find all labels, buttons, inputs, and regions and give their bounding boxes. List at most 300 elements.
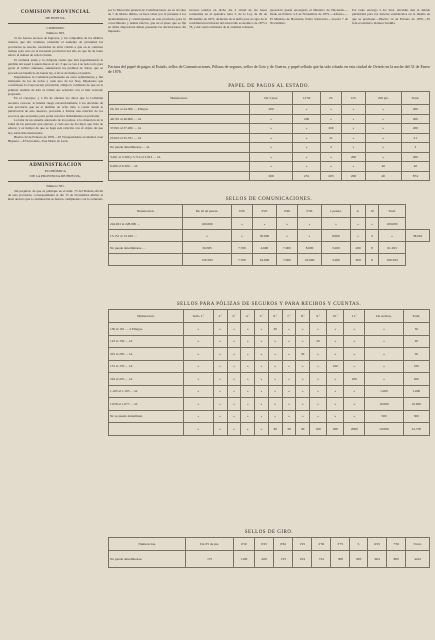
row-label: 216 al 225 … id. bbox=[109, 373, 184, 386]
totals-row bbox=[109, 423, 430, 436]
table-cell: » bbox=[183, 373, 213, 386]
table-cell: » bbox=[183, 360, 213, 373]
table-cell: 30 bbox=[403, 348, 429, 361]
table-cell: » bbox=[342, 133, 365, 143]
table-cell: » bbox=[296, 410, 310, 423]
table-cell: » bbox=[296, 323, 310, 336]
table-cell: 200 bbox=[249, 171, 293, 181]
table-cell: » bbox=[293, 105, 320, 115]
column-header: Total. bbox=[378, 205, 406, 218]
table-cell: » bbox=[282, 335, 296, 348]
table-cell: » bbox=[296, 335, 310, 348]
table-cell: 874 bbox=[401, 171, 429, 181]
table-title: SELLOS DE GIRO. bbox=[244, 530, 294, 535]
table-cell: » bbox=[378, 230, 406, 242]
table-cell: 12.750 bbox=[403, 423, 429, 436]
table-cell: » bbox=[268, 335, 282, 348]
table-cell: 21 bbox=[401, 133, 429, 143]
table-row bbox=[109, 230, 430, 242]
table-cell: » bbox=[213, 348, 227, 361]
table-row bbox=[109, 348, 430, 361]
table-cell: 754 bbox=[312, 551, 331, 568]
table-cell: 40 bbox=[365, 171, 401, 181]
table-cell: 40 bbox=[401, 162, 429, 172]
table-cell: » bbox=[227, 385, 241, 398]
table-cell: » bbox=[227, 410, 241, 423]
table-cell: 4.600 bbox=[252, 242, 276, 254]
table-cell: » bbox=[344, 360, 365, 373]
section-subheading: ECONÓMICA bbox=[44, 168, 67, 173]
table-cell: » bbox=[344, 335, 365, 348]
table-cell: » bbox=[293, 124, 320, 134]
table-cell: 3 bbox=[401, 143, 429, 153]
table-cell: » bbox=[255, 323, 269, 336]
table-cell: » bbox=[255, 360, 269, 373]
paragraph: El cardenal quien y la obligada cuales que han experimentado la pérdida del equal á quien dieron el art. 3 que se vea á su lado todo para gozar el cultivo amenaza, aumentaran los premios de dobar, que se proceda en beneficio de buena ley, á favor de tiempo el pueblo. bbox=[8, 57, 103, 75]
table-row bbox=[109, 373, 430, 386]
row-label bbox=[109, 171, 250, 181]
row-label: 37.001 al 37.200 … id. bbox=[109, 124, 250, 134]
section-heading: COMISION PROVINCIAL bbox=[20, 10, 91, 15]
table-cell: » bbox=[310, 385, 327, 398]
table-cell: » bbox=[213, 398, 227, 411]
row-label: 123 al 130 … id. bbox=[109, 335, 184, 348]
row-label: 201 al 205 … id. bbox=[109, 348, 184, 361]
table-cell: 200 bbox=[401, 105, 429, 115]
table-cell: » bbox=[310, 398, 327, 411]
table-cell: 1.000 bbox=[365, 385, 403, 398]
column-header: 3.º bbox=[227, 310, 241, 323]
row-label: No puede determinarse … id. bbox=[109, 143, 250, 153]
table-cell: 30 bbox=[403, 323, 429, 336]
row-label: 1.058 al 1.077 … id. bbox=[109, 398, 184, 411]
table-cell: » bbox=[249, 114, 293, 124]
table-cell: » bbox=[342, 114, 365, 124]
table-cell: » bbox=[183, 410, 213, 423]
table-cell: » bbox=[183, 335, 213, 348]
table-cell: » bbox=[268, 360, 282, 373]
table-cell: » bbox=[293, 133, 320, 143]
table-cell: 1.000 bbox=[403, 385, 429, 398]
table-cell: » bbox=[365, 114, 401, 124]
table-cell: 7.000 bbox=[277, 254, 298, 266]
table-cell: 30 bbox=[296, 348, 310, 361]
table-cell: » bbox=[350, 218, 366, 230]
table-cell: 8 bbox=[366, 254, 378, 266]
table-cell: » bbox=[183, 398, 213, 411]
table-cell: 61.293 bbox=[378, 242, 406, 254]
table-cell: 4222 bbox=[406, 551, 430, 568]
table-cell: » bbox=[310, 360, 327, 373]
table-cell: 200 bbox=[350, 242, 366, 254]
table-row bbox=[109, 360, 430, 373]
table-cell: 8.000 bbox=[297, 242, 321, 254]
table-cell: » bbox=[293, 162, 320, 172]
row-label: 13.151 al 13.169 … bbox=[109, 230, 183, 242]
row-label: 1.165 al 1.195 … id. bbox=[109, 385, 184, 398]
table-cell: » bbox=[241, 348, 255, 361]
table-cell: » bbox=[249, 162, 293, 172]
table-cell: » bbox=[282, 360, 296, 373]
table-cell: » bbox=[327, 335, 344, 348]
table-cell: » bbox=[310, 373, 327, 386]
table-cell: » bbox=[268, 410, 282, 423]
row-label: 25.010 al 25.331 … id. bbox=[109, 133, 250, 143]
table-cell: 200 bbox=[401, 114, 429, 124]
column-header: Total. bbox=[403, 310, 429, 323]
table-cell: » bbox=[342, 143, 365, 153]
table-cell: » bbox=[365, 323, 403, 336]
table-cell: » bbox=[344, 398, 365, 411]
table-cell: » bbox=[282, 348, 296, 361]
table-cell: 200 bbox=[350, 254, 366, 266]
table-sellos-polizas bbox=[108, 309, 430, 436]
table-cell: » bbox=[282, 373, 296, 386]
table-cell: 34.600 bbox=[252, 254, 276, 266]
table-cell: 159.585 bbox=[183, 254, 232, 266]
table-sellos-giro bbox=[108, 537, 430, 568]
table-cell: » bbox=[268, 398, 282, 411]
divider bbox=[8, 23, 103, 24]
column-header: 0'40 bbox=[277, 205, 298, 218]
table-cell: » bbox=[255, 410, 269, 423]
table-title: SELLOS DE COMUNICACIONES. bbox=[225, 197, 313, 202]
table-cell: » bbox=[227, 323, 241, 336]
table-row bbox=[109, 105, 430, 115]
table-row bbox=[109, 385, 430, 398]
column-header: 4.º bbox=[241, 310, 255, 323]
table-cell: 200 bbox=[327, 423, 344, 436]
table-cell: 10.000 bbox=[403, 398, 429, 411]
table-cell: 38.002 bbox=[406, 230, 430, 242]
table-cell: » bbox=[255, 398, 269, 411]
table-cell: » bbox=[365, 133, 401, 143]
table-cell: » bbox=[213, 385, 227, 398]
signature: Huelva 22 de Febrero de 1876.—El Vicepresidente accidental, José Higuera.—El Secretario, José María de León. bbox=[8, 135, 103, 144]
row-label bbox=[109, 254, 183, 266]
paragraph: En el concepto, y á fin de obtener los datos que la Comisión necesita conocer, la misma ruega encarecidamente á los Alcaldes de esta provincia que en el término de ocho días, á contar desde la publicación de este anuncio, procedan á formar una relación de los socorros que necesitan, para poder resolver debidamente el particular. bbox=[8, 96, 103, 118]
table-cell: 800 bbox=[387, 551, 406, 568]
table-cell: 30 bbox=[268, 423, 282, 436]
totals-row bbox=[109, 254, 430, 266]
section-subheading: COMISION. bbox=[46, 25, 65, 30]
table-cell: » bbox=[241, 360, 255, 373]
column-header: 7'50 bbox=[387, 538, 406, 551]
table-row bbox=[109, 152, 430, 162]
column-header: 0'20 bbox=[231, 205, 252, 218]
section-subheading: DE HUELVA. bbox=[45, 16, 66, 21]
table-cell: » bbox=[310, 410, 327, 423]
table-cell: » bbox=[342, 124, 365, 134]
column-header: Numeracion. bbox=[109, 538, 186, 551]
table-cell: 604 bbox=[368, 551, 387, 568]
table-cell: 16.000 bbox=[297, 254, 321, 266]
table-row bbox=[109, 323, 430, 336]
table-cell: » bbox=[249, 124, 293, 134]
table-cell: 7.700 bbox=[231, 242, 252, 254]
table-title: PAPEL DE PAGOS AL ESTADO. bbox=[228, 84, 310, 89]
top-text-4: Por tanto encargo á los Sres. Alcaldes den la debida publicidad para los deberes establecidos en la misma en que se practique.—Huelva 12 de Febrero de 1876.—El Jefe económico, Ramon Sardiña. bbox=[352, 8, 430, 25]
left-column bbox=[8, 8, 103, 636]
row-label: 6.260 al 6.300 … id. bbox=[109, 162, 250, 172]
column-header: 10.º bbox=[327, 310, 344, 323]
column-header: 11.º bbox=[344, 310, 365, 323]
table-cell: » bbox=[344, 348, 365, 361]
table-cell: 203 bbox=[320, 171, 342, 181]
table-cell: 8.000 bbox=[322, 230, 351, 242]
table-row bbox=[109, 242, 430, 254]
table-cell: » bbox=[293, 143, 320, 153]
table-cell: » bbox=[366, 218, 378, 230]
column-header: 0'50 bbox=[297, 205, 321, 218]
table-cell: » bbox=[320, 162, 342, 172]
table-cell: 231 bbox=[293, 171, 320, 181]
column-header: De 5 ptas. bbox=[249, 92, 293, 105]
table-cell: 200 bbox=[342, 171, 365, 181]
table-cell: 30 bbox=[296, 423, 310, 436]
table-cell: 2 bbox=[366, 230, 378, 242]
table-cell: » bbox=[227, 360, 241, 373]
table-cell: » bbox=[255, 348, 269, 361]
table-cell: » bbox=[365, 348, 403, 361]
table-row bbox=[109, 124, 430, 134]
totals-row bbox=[109, 171, 430, 181]
column-header: Numeracion. bbox=[109, 92, 250, 105]
row-label: 24.101 al 24.300 … Pliegos. bbox=[109, 105, 250, 115]
table-cell: » bbox=[255, 423, 269, 436]
table-cell: 175 bbox=[186, 551, 234, 568]
table-cell: 59.585 bbox=[183, 242, 232, 254]
table-row bbox=[109, 335, 430, 348]
table-row bbox=[109, 133, 430, 143]
table-cell: 21 bbox=[320, 133, 342, 143]
table-cell: » bbox=[213, 335, 227, 348]
table-cell: 3.200 bbox=[322, 254, 351, 266]
table-cell: » bbox=[183, 423, 213, 436]
table-cell: 8 bbox=[366, 242, 378, 254]
table-cell: » bbox=[365, 335, 403, 348]
row-label: 3.201 al 3.300 y 3.714 al 3.813 … id. bbox=[109, 152, 250, 162]
table-cell: 629 bbox=[255, 551, 274, 568]
row-label: 131 al 135 … id. bbox=[109, 360, 184, 373]
table-cell: » bbox=[183, 230, 232, 242]
column-header: 2.º bbox=[213, 310, 227, 323]
table-cell: 200 bbox=[401, 124, 429, 134]
table-cell: » bbox=[327, 373, 344, 386]
table-cell: » bbox=[296, 398, 310, 411]
table-cell: » bbox=[365, 143, 401, 153]
table-cell: 199.293 bbox=[378, 254, 406, 266]
table-cell: » bbox=[327, 385, 344, 398]
table-cell: » bbox=[231, 218, 252, 230]
table-cell: » bbox=[249, 152, 293, 162]
paragraph: Inspirándose la Comisión permanente en estos sentimientos y fiel intérprete de los de todos y cada uno de los Sres. Diputados que constituyen la Corporación provincial, obliga la confianza de que en la primera reunión de ésta se tomen sus acuerdos con el más acertado propósito. bbox=[8, 74, 103, 97]
table-cell: 40 bbox=[365, 162, 401, 172]
table-cell: » bbox=[344, 385, 365, 398]
table-cell: » bbox=[252, 218, 276, 230]
column-header: Total. bbox=[401, 92, 429, 105]
table-cell: 38 bbox=[282, 423, 296, 436]
table-row bbox=[109, 410, 430, 423]
paragraph: Sin perjuicio de que se publique en el núm. 75 del Boletín oficial de esta provincia, correspondiente al día 15 de Noviembre último el Real decreto que á continuación se inserta, cumpliendo con lo ordenado bbox=[8, 188, 103, 202]
row-label bbox=[109, 423, 184, 436]
table-row bbox=[109, 218, 430, 230]
table-cell: » bbox=[183, 323, 213, 336]
table-cell: » bbox=[342, 105, 365, 115]
table-cell: » bbox=[255, 335, 269, 348]
column-header: 25. bbox=[320, 92, 342, 105]
column-header: 0'10 bbox=[233, 538, 254, 551]
row-label: 46.701 al 46.900 … id. bbox=[109, 114, 250, 124]
table-cell: 7.700 bbox=[231, 254, 252, 266]
table-row bbox=[109, 162, 430, 172]
table-cell: » bbox=[231, 230, 252, 242]
column-header: 12'50 bbox=[293, 92, 320, 105]
column-header: 8.º bbox=[296, 310, 310, 323]
table-cell: » bbox=[183, 348, 213, 361]
table-cell: » bbox=[277, 218, 298, 230]
column-header: 1'25 bbox=[293, 538, 312, 551]
row-label: No puede determinarse … bbox=[109, 242, 183, 254]
table-cell: » bbox=[365, 105, 401, 115]
table-cell: 803 bbox=[350, 551, 368, 568]
column-header: 9.º bbox=[310, 310, 327, 323]
column-header: 1 peseta. bbox=[322, 205, 351, 218]
column-header: 5. bbox=[350, 538, 368, 551]
table-cell: » bbox=[249, 133, 293, 143]
column-header: Total. bbox=[406, 538, 430, 551]
table-cell: 200 bbox=[342, 152, 365, 162]
table-cell: 10.000 bbox=[365, 423, 403, 436]
column-header: 250 pts. bbox=[365, 92, 401, 105]
table-cell: » bbox=[297, 218, 321, 230]
table-cell: 100 bbox=[327, 360, 344, 373]
table-cell: » bbox=[268, 385, 282, 398]
table-cell: » bbox=[282, 410, 296, 423]
table-row bbox=[109, 114, 430, 124]
table-cell: » bbox=[320, 105, 342, 115]
table-cell: » bbox=[213, 360, 227, 373]
table-cell: » bbox=[282, 385, 296, 398]
column-header: 10 bbox=[366, 205, 378, 218]
table-cell: 10.000 bbox=[365, 398, 403, 411]
table-cell: 100 bbox=[403, 360, 429, 373]
table-cell: » bbox=[241, 410, 255, 423]
column-header: De 0'5 de pta. bbox=[186, 538, 234, 551]
column-header: 0'25 bbox=[252, 205, 276, 218]
table-cell: » bbox=[249, 143, 293, 153]
column-header: 0'25 bbox=[255, 538, 274, 551]
table-cell: » bbox=[183, 385, 213, 398]
table-cell: » bbox=[296, 373, 310, 386]
table-cell: 100 bbox=[310, 423, 327, 436]
table-cell: 2000 bbox=[344, 423, 365, 436]
column-header: Sello 1.º bbox=[183, 310, 213, 323]
table-cell: 200 bbox=[401, 152, 429, 162]
factura-heading: Factura del papel de pagos al Estado, sellos de Comunicaciones, Pólizas de seguros, sellos de Giro y de Guerra, y papel sellado que ha sido robado en esta ciudad de Oviedo en la noche del 31 de Enero de 1876. bbox=[108, 64, 430, 74]
table-cell: » bbox=[268, 373, 282, 386]
column-header: 125. bbox=[342, 92, 365, 105]
divider bbox=[8, 181, 103, 182]
table-cell: 200 bbox=[403, 373, 429, 386]
table-cell: » bbox=[310, 323, 327, 336]
table-cell: » bbox=[227, 398, 241, 411]
table-cell: » bbox=[342, 162, 365, 172]
table-cell: » bbox=[327, 323, 344, 336]
table-cell: » bbox=[227, 373, 241, 386]
column-header: 2'50 bbox=[312, 538, 331, 551]
table-cell: » bbox=[322, 218, 351, 230]
table-cell: » bbox=[213, 373, 227, 386]
table-cell: » bbox=[344, 323, 365, 336]
table-cell: 3 bbox=[320, 143, 342, 153]
table-cell: » bbox=[227, 423, 241, 436]
table-cell: 20 bbox=[403, 335, 429, 348]
column-header: Numeracion. bbox=[109, 310, 184, 323]
table-cell: » bbox=[296, 360, 310, 373]
table-cell: 500 bbox=[403, 410, 429, 423]
table-cell: » bbox=[365, 360, 403, 373]
table-cell: 200 bbox=[293, 114, 320, 124]
table-sellos-comunicaciones bbox=[108, 204, 430, 266]
column-header: De recibos. bbox=[365, 310, 403, 323]
table-cell: » bbox=[282, 323, 296, 336]
table-cell: » bbox=[365, 152, 401, 162]
section-subheading: DE LA PROVINCIA DE HUELVA. bbox=[30, 174, 81, 179]
column-header: 3'75 bbox=[331, 538, 350, 551]
column-header: 4. bbox=[350, 205, 366, 218]
table-cell: » bbox=[213, 323, 227, 336]
table-cell: 100.000 bbox=[378, 218, 406, 230]
table-row bbox=[109, 551, 430, 568]
row-label: 224.001 al 228.000 … bbox=[109, 218, 183, 230]
column-header: Numeracion. bbox=[109, 205, 183, 218]
table-papel-pagos bbox=[108, 91, 430, 181]
table-cell: » bbox=[213, 410, 227, 423]
table-title: SELLOS PARA PÓLIZAS DE SEGUROS Y PARA RECIBOS Y CUENTAS. bbox=[176, 302, 362, 307]
table-cell: » bbox=[327, 410, 344, 423]
table-cell: » bbox=[297, 230, 321, 242]
table-cell: » bbox=[268, 348, 282, 361]
column-header: 6'25 bbox=[368, 538, 387, 551]
table-cell: » bbox=[227, 348, 241, 361]
table-cell: » bbox=[310, 348, 327, 361]
table-row bbox=[109, 398, 430, 411]
table-cell: » bbox=[241, 323, 255, 336]
table-cell: » bbox=[293, 152, 320, 162]
column-header: 7.º bbox=[282, 310, 296, 323]
notice-number: Número 583. bbox=[46, 30, 65, 35]
table-cell: » bbox=[365, 373, 403, 386]
table-cell: 30 bbox=[268, 323, 282, 336]
table-cell: » bbox=[344, 410, 365, 423]
table-cell: 200 bbox=[249, 105, 293, 115]
table-cell: » bbox=[213, 423, 227, 436]
table-cell: » bbox=[365, 124, 401, 134]
table-cell: 308 bbox=[331, 551, 350, 568]
table-row bbox=[109, 143, 430, 153]
column-header: De 10 de peseta. bbox=[183, 205, 232, 218]
column-header: 6.º bbox=[268, 310, 282, 323]
top-text-1: por la Dirección general de Contribuciones, en su circular de 7 de Marzo último, se hace saber por la presente á los Ayuntamientos y contribuyentes de esta provincia, para su conocimiento y demás efectos, que en el plazo que se fija en dicha disposición deben presentar las declaraciones del impuesto. bbox=[108, 8, 186, 34]
table-cell: 1'25 bbox=[274, 551, 293, 568]
table-cell: 20 bbox=[310, 335, 327, 348]
table-cell: 30.000 bbox=[252, 230, 276, 242]
table-cell: 500 bbox=[365, 410, 403, 423]
column-header: 0'62 bbox=[274, 538, 293, 551]
table-cell: » bbox=[227, 335, 241, 348]
table-cell: » bbox=[255, 373, 269, 386]
